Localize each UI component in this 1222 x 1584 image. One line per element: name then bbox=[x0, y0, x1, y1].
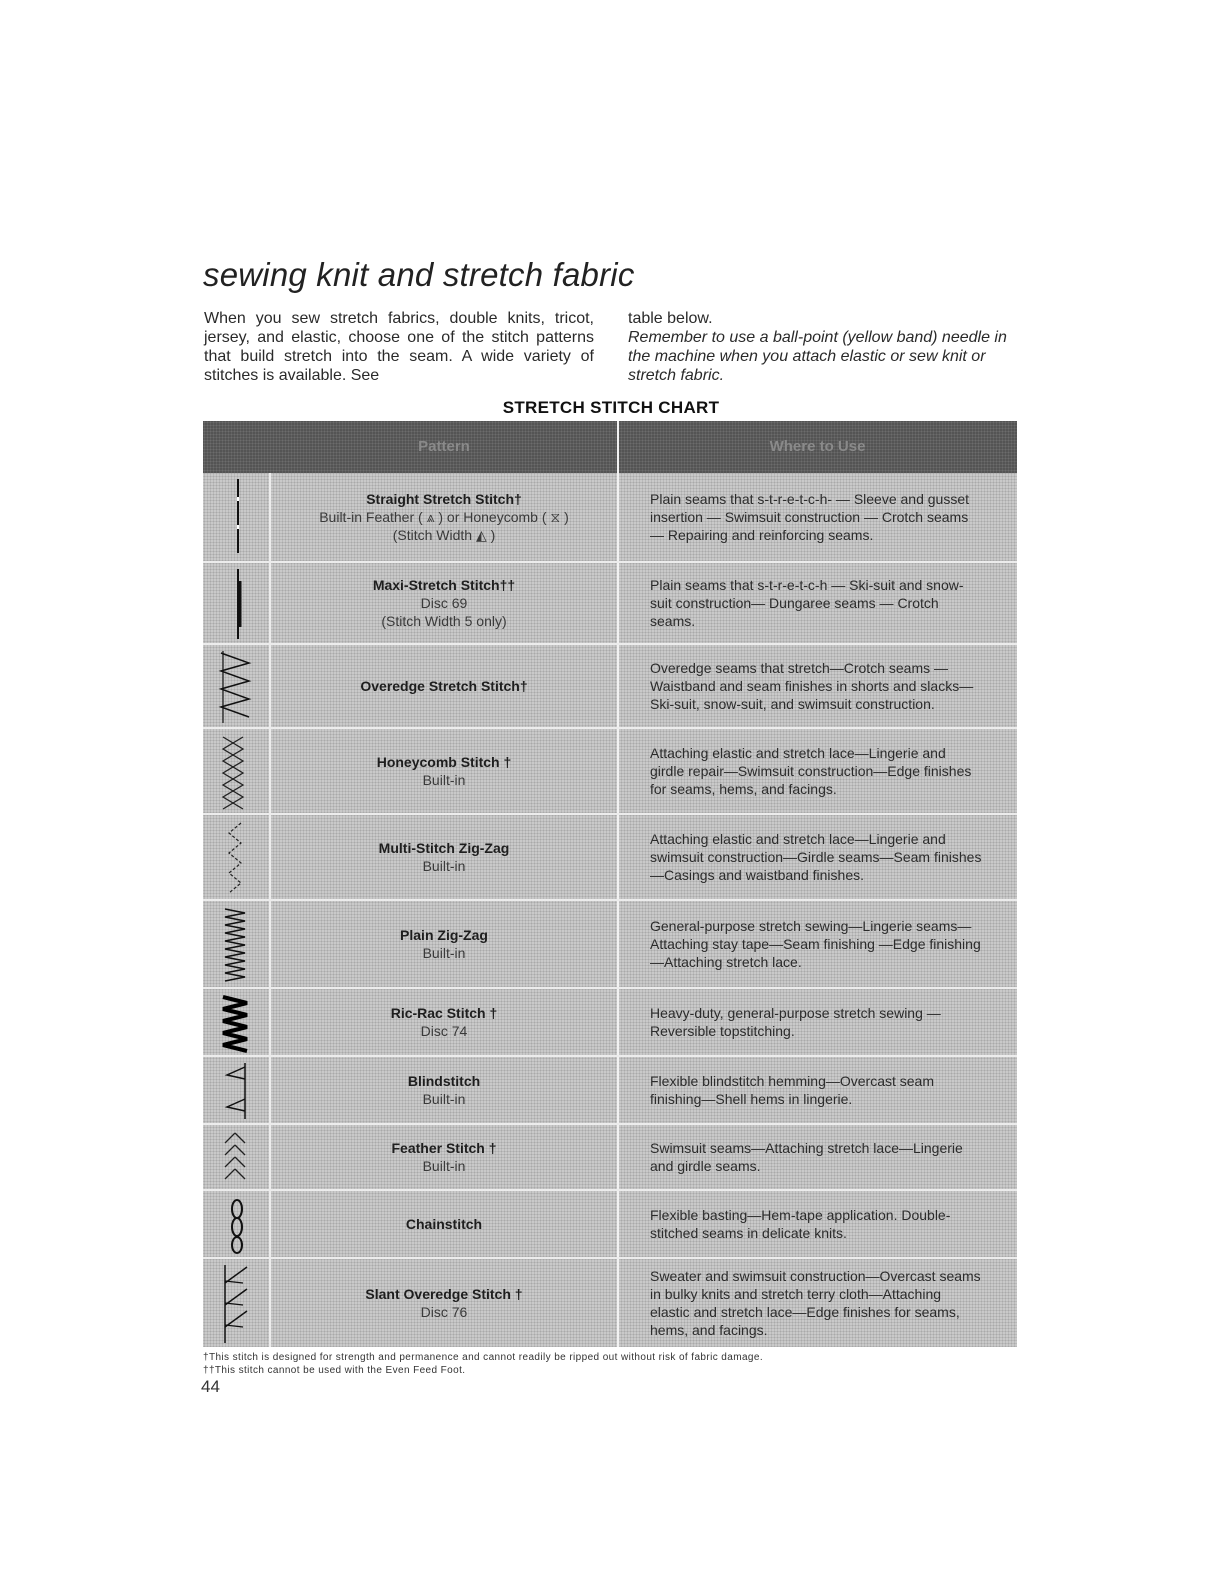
footnotes bbox=[203, 1351, 763, 1377]
overedge-stitch-icon bbox=[203, 645, 271, 727]
chart-row bbox=[203, 729, 1017, 813]
straight-stitch-icon bbox=[203, 473, 271, 561]
chart-row bbox=[203, 1259, 1017, 1347]
chart-row bbox=[203, 989, 1017, 1055]
where-to-use: Flexible blindstitch hemming—Overcast seam finishing—Shell hems in lingerie. bbox=[650, 1073, 934, 1107]
chart-header bbox=[203, 421, 1017, 473]
pattern-name: Chainstitch bbox=[405, 1216, 483, 1232]
pattern-detail: (Stitch Width 5 only) bbox=[381, 613, 507, 629]
header-pattern: Pattern bbox=[418, 438, 470, 455]
pattern-name: Multi-Stitch Zig-Zag bbox=[378, 840, 510, 856]
pattern-name: Straight Stretch Stitch† bbox=[366, 491, 522, 507]
maxi-stitch-icon bbox=[203, 563, 271, 643]
pattern-detail: (Stitch Width ◭ ) bbox=[392, 527, 496, 543]
pattern-name: Blindstitch bbox=[407, 1073, 481, 1089]
chart-row bbox=[203, 901, 1017, 987]
where-to-use: Plain seams that s-t-r-e-t-c-h — Ski-suit and snow-suit construction— Dungaree seams — Crotch seams. bbox=[650, 577, 964, 629]
where-to-use: Attaching elastic and stretch lace—Lingerie and swimsuit construction—Girdle seams—Seam finishes—Casings and waistband finishes. bbox=[650, 831, 982, 883]
needle-reminder: Remember to use a ball-point (yellow band) needle in the machine when you attach elastic or sew knit or stretch fabric. bbox=[628, 329, 1007, 384]
ric-rac-icon bbox=[203, 989, 271, 1055]
chart-title: STRETCH STITCH CHART bbox=[502, 398, 720, 417]
page-number: 44 bbox=[201, 1377, 220, 1396]
pattern-name: Honeycomb Stitch † bbox=[376, 754, 512, 770]
where-to-use: Sweater and swimsuit construction—Overcast seams in bulky knits and stretch terry cloth—Attaching elastic and stretch lace—Edge finishes for seams, hems, and facings. bbox=[650, 1268, 981, 1338]
pattern-detail: Built-in Feather ( ⩓ ) or Honeycomb ( ⧖ ) bbox=[319, 509, 569, 525]
page-title: sewing knit and stretch fabric bbox=[203, 256, 635, 293]
pattern-detail: Built-in bbox=[422, 1091, 466, 1107]
where-to-use: Plain seams that s-t-r-e-t-c-h- — Sleeve and gusset insertion — Swimsuit construction — Crotch seams — Repairing and reinforcing seams. bbox=[650, 491, 970, 543]
where-to-use: Heavy-duty, general-purpose stretch sewing —Reversible topstitching. bbox=[650, 1005, 941, 1039]
intro-continuation: table below. bbox=[628, 310, 713, 327]
plain-zigzag-icon bbox=[203, 901, 271, 987]
chart-row bbox=[203, 473, 1017, 561]
pattern-detail: Disc 69 bbox=[420, 595, 468, 611]
blindstitch-icon bbox=[203, 1057, 271, 1123]
slant-overedge-icon bbox=[203, 1259, 271, 1347]
pattern-name: Maxi-Stretch Stitch†† bbox=[372, 577, 516, 593]
chart-row bbox=[203, 1191, 1017, 1257]
multi-zigzag-icon bbox=[203, 815, 271, 899]
intro-paragraph-right bbox=[628, 309, 1020, 385]
footnote-single-dagger: †This stitch is designed for strength and permanence and cannot readily be ripped out without risk of fabric damage. bbox=[203, 1352, 764, 1363]
intro-paragraph-left: When you sew stretch fabrics, double knits, tricot, jersey, and elastic, choose one of the stitch patterns that build stretch into the seam. A wide variety of stitches is available. See bbox=[204, 310, 594, 384]
pattern-detail: Disc 76 bbox=[420, 1304, 468, 1320]
header-where-to-use: Where to Use bbox=[769, 438, 866, 455]
where-to-use: General-purpose stretch sewing—Lingerie seams—Attaching stay tape—Seam finishing —Edge finishing—Attaching stretch lace. bbox=[650, 918, 981, 970]
pattern-name: Overedge Stretch Stitch† bbox=[360, 678, 528, 694]
where-to-use: Flexible basting—Hem-tape application. Double-stitched seams in delicate knits. bbox=[650, 1207, 951, 1241]
chainstitch-icon bbox=[203, 1191, 271, 1257]
honeycomb-stitch-icon bbox=[203, 729, 271, 813]
stretch-stitch-chart bbox=[203, 421, 1017, 1347]
pattern-detail: Built-in bbox=[422, 858, 466, 874]
where-to-use: Attaching elastic and stretch lace—Lingerie and girdle repair—Swimsuit construction—Edge finishes for seams, hems, and facings. bbox=[650, 745, 972, 797]
pattern-name: Feather Stitch † bbox=[391, 1140, 497, 1156]
where-to-use: Swimsuit seams—Attaching stretch lace—Lingerie and girdle seams. bbox=[650, 1140, 963, 1174]
pattern-name: Plain Zig-Zag bbox=[400, 927, 488, 943]
feather-stitch-icon bbox=[203, 1125, 271, 1189]
pattern-detail: Built-in bbox=[422, 945, 466, 961]
pattern-detail: Built-in bbox=[422, 1158, 466, 1174]
chart-row bbox=[203, 1125, 1017, 1189]
chart-row bbox=[203, 1057, 1017, 1123]
chart-row bbox=[203, 815, 1017, 899]
footnote-double-dagger: ††This stitch cannot be used with the Even Feed Foot. bbox=[203, 1365, 466, 1376]
where-to-use: Overedge seams that stretch—Crotch seams —Waistband and seam finishes in shorts and slacks—Ski-suit, snow-suit, and swimsuit construction. bbox=[650, 660, 974, 712]
pattern-detail: Disc 74 bbox=[420, 1023, 468, 1039]
chart-row bbox=[203, 645, 1017, 727]
pattern-name: Ric-Rac Stitch † bbox=[390, 1005, 498, 1021]
pattern-name: Slant Overedge Stitch † bbox=[365, 1286, 523, 1302]
chart-row bbox=[203, 563, 1017, 643]
pattern-detail: Built-in bbox=[422, 772, 466, 788]
